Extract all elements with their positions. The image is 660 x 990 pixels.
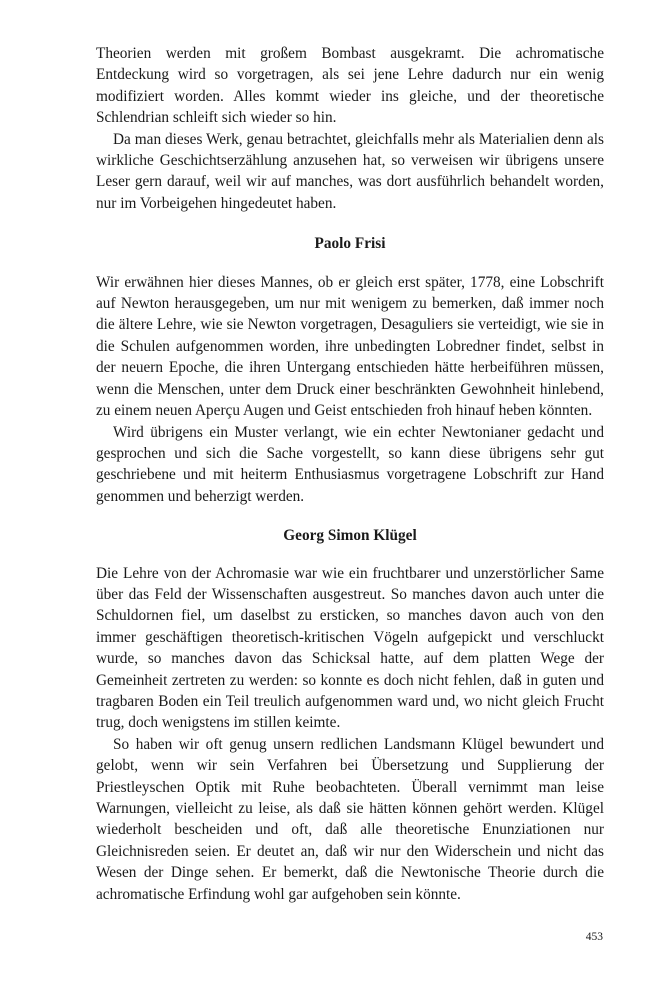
section-heading-frisi: Paolo Frisi	[314, 235, 386, 253]
section-heading-kluegel: Georg Simon Klügel	[283, 527, 417, 545]
paragraph-bombast: Theorien werden mit großem Bombast ausgekramt. Die achromatische Entdeckung wird so vorgetragen, als sei jene Lehre dadurch nur ein wenig modifiziert worden. Alles kommt wieder ins gleiche, und der theoretische Schlendrian schleift sich wieder so hin.	[96, 45, 604, 127]
paragraph-frisi-muster: Wird übrigens ein Muster verlangt, wie ein echter Newtonianer gedacht und gesprochen und sich die Sache vorgestellt, so kann diese übrigens sehr gut geschriebene und mit heiterm Enthusiasmus vorgetragene Lobschrift zur Hand genommen und beherzigt werden.	[96, 423, 604, 505]
paragraph-kluegel-optik: So haben wir oft genug unsern redlichen Landsmann Klügel bewundert und gelobt, wenn wir sein Verfahren bei Übersetzung und Supplierung der Priestleyschen Optik mit Ruhe beobachteten. Überall vernimmt man leise Warnungen, vielleicht zu leise, als daß sie hätten können gehört werden. Klügel wiederholt bescheiden und oft, daß alle theoretische Enunziationen nur Gleichnisreden seien. Er deutet an, daß wir nur den Widerschein und nicht das Wesen der Dinge sehen. Er bemerkt, daß die Newtonische Theorie durch die achromatische Erfindung wohl gar aufgehoben sein könnte.	[96, 735, 604, 903]
page-number: 453	[585, 931, 603, 943]
paragraph-achromasie: Die Lehre von der Achromasie war wie ein fruchtbarer und unzerstörlicher Same über das Feld der Wissenschaften ausgestreut. So manches davon auch unter die Schuldornen fiel, um daselbst zu ersticken, so manches davon auch von den immer geschäftigen theoretisch-kritischen Vögeln aufgepickt und verschluckt wurde, so manches davon das Schicksal hatte, auf dem platten Wege der Gemeinheit zertreten zu werden: so konnte es doch nicht fehlen, daß in guten und tragbaren Boden ein Teil treulich aufgenommen ward und, wo nicht gleich Frucht trug, doch wenigstens im stillen keimte.	[96, 564, 604, 732]
paragraph-frisi-lobschrift: Wir erwähnen hier dieses Mannes, ob er gleich erst später, 1778, eine Lobschrift auf Newton herausgegeben, um nur mit wenigem zu bemerken, daß immer noch die ältere Lehre, wie sie Newton vorgetragen, Desaguliers sie verteidigt, wie sie in die Schulen aufgenommen worden, ihre unbedingten Lobredner findet, selbst in der neuern Epoche, die ihren Untergang entschieden hätte herbeiführen müssen, wenn die Menschen, unter dem Druck einer beschränkten Gewohnheit hinlebend, zu einem neuen Aperçu Augen und Geist entschieden froh hinauf heben könnten.	[96, 273, 604, 420]
page-body	[96, 43, 604, 905]
paragraph-materialien: Da man dieses Werk, genau betrachtet, gleichfalls mehr als Materialien denn als wirkliche Geschichtserzählung anzusehen hat, so verweisen wir übrigens unsere Leser gern darauf, weil wir auf manches, was dort ausführlich behandelt worden, nur im Vorbeigehen hingedeutet haben.	[96, 130, 604, 212]
